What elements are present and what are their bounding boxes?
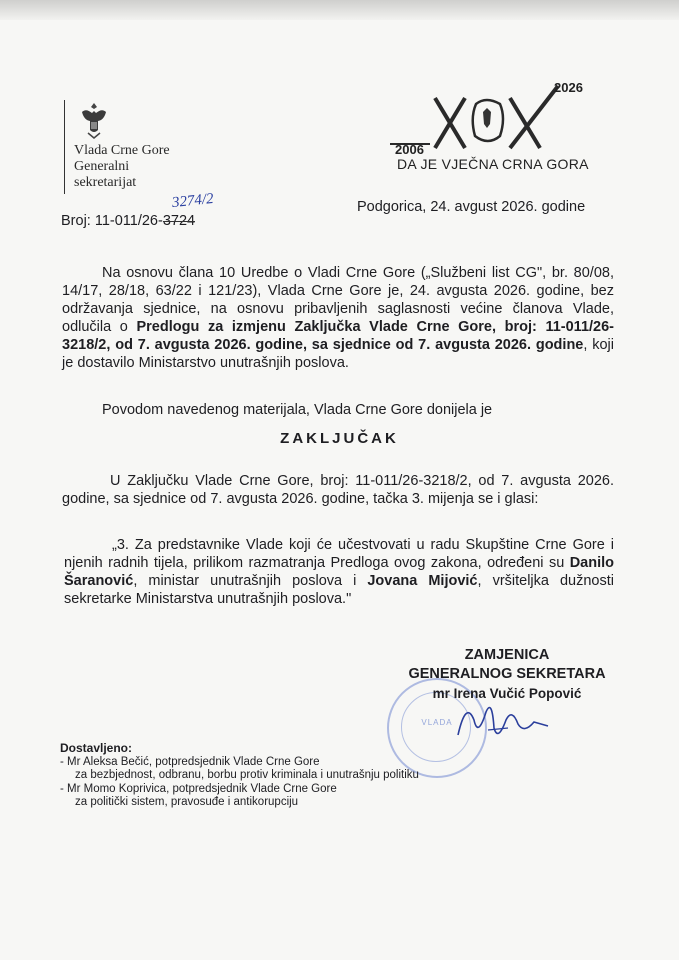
distribution-item: za bezbjednost, odbranu, borbu protiv kriminala i unutrašnju politiku [75,769,419,781]
distribution-heading: Dostavljeno: [60,741,133,755]
reference-prefix: Broj: 11-011/26- [61,213,163,229]
intro-text-1: Na osnovu člana 10 Uredbe o Vladi Crne Gore („Službeni list CG", br. 80/08, 14/17, 28/18, 63/22 i 121/23), Vlada Crne Gore je, 24. avgusta 2026. godine, bez održavanja sjednice, na osnovu pribavljenih saglasnosti većine članova Vlade, odlučila o [62,265,614,335]
document-title: ZAKLJUČAK [280,430,399,447]
gov-line-1: Vlada Crne Gore [74,143,170,158]
paragraph-decision: Povodom navedenog materijala, Vlada Crne Gore donijela je [102,402,493,418]
point3-text-2: , ministar unutrašnjih poslova i [133,573,368,589]
stamp-text: VLADA [421,718,453,727]
gov-line-3: sekretarijat [74,175,137,190]
intro-bold-subject: Predlogu za izmjenu Zaključka Vlade Crne Gore, broj: 11-011/26-3218/2, od 7. avgusta 2026. godine, sa sjednice od 7. avgusta 2026. godine [62,319,615,353]
logo-year-start: 2006 [395,142,424,157]
signer-title-1: ZAMJENICA [464,647,550,663]
gov-line-2: Generalni [74,159,130,174]
point3-text-1: „3. Za predstavnike Vlade koji će učestvovati u radu Skupštine Crne Gore i njenih radnih tijela, prilikom razmatranja Predloga ovog zakona, određeni su [64,537,614,571]
struck-number: 3724 [162,213,196,229]
paragraph-amendment: U Zaključku Vlade Crne Gore, broj: 11-011/26-3218/2, od 7. avgusta 2026. godine, sa sjednice od 7. avgusta 2026. godine, tačka 3. mijenja se i glasi: [62,473,614,507]
header-divider [64,100,65,194]
handwritten-signature-icon [448,690,558,750]
intro-text-2: , koji je dostavilo Ministarstvo unutrašnjih poslova. [62,337,614,371]
distribution-item: - Mr Aleksa Bečić, potpredsjednik Vlade Crne Gore [60,755,320,768]
date-line: Podgorica, 24. avgust 2026. godine [357,199,586,215]
distribution-list [60,742,419,810]
logo-motto: DA JE VJEČNA CRNA GORA [397,156,589,172]
paragraph-point-3 [64,536,614,608]
logo-year-end: 2026 [554,80,583,95]
coat-of-arms-icon [78,100,110,140]
point3-text-3: , vršiteljka dužnosti sekretarke Ministarstva unutrašnjih poslova." [64,573,614,607]
signer-title-2: GENERALNOG SEKRETARA [408,666,606,682]
point3-name-1: Danilo Šaranović [64,555,614,589]
paragraph-intro [62,264,614,372]
point3-name-2: Jovana Mijović [367,573,478,589]
handwritten-number: 3274/2 [171,190,215,212]
reference-number [61,213,195,229]
distribution-item: - Mr Momo Koprivica, potpredsjednik Vlade Crne Gore [60,782,337,795]
government-name [74,143,170,191]
signer-name: mr Irena Vučić Popović [432,686,582,701]
distribution-item: za politički sistem, pravosuđe i antikorupciju [75,796,299,808]
